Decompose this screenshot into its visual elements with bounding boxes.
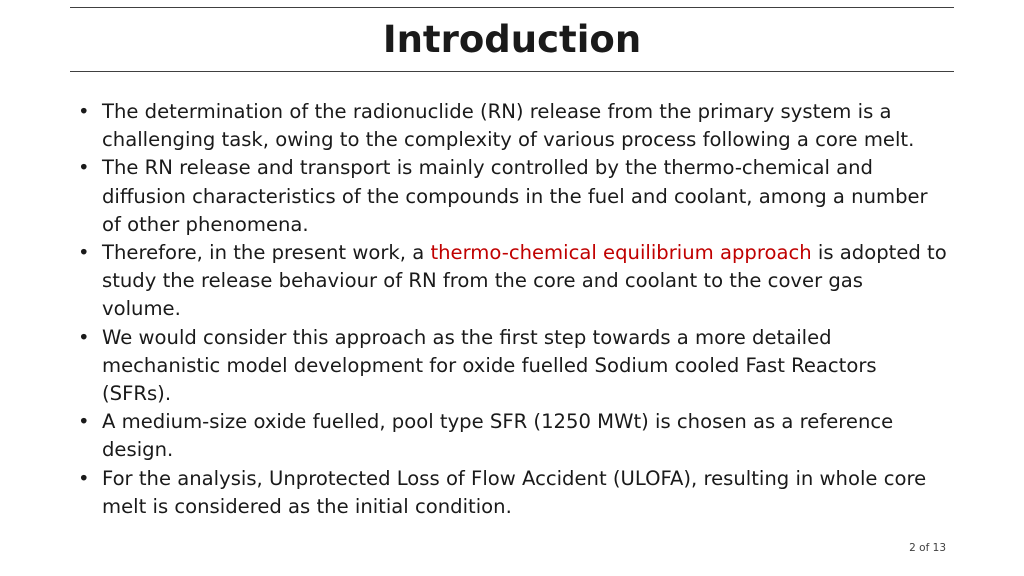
page-number: 2 of 13 [909, 542, 946, 554]
bullet-item [78, 408, 948, 464]
title-top-rule [70, 7, 954, 8]
bullet-text: For the analysis, Unprotected Loss of Flow Accident (ULOFA), resulting in whole core melt is considered as the initial condition. [102, 466, 927, 518]
bullet-item [78, 324, 948, 409]
bullet-item [78, 465, 948, 521]
bullet-dot-icon: • [78, 100, 90, 123]
bullet-list [78, 98, 948, 521]
bullet-text-after: is adopted to study the release behaviour of RN from the core and coolant to the cover gas volume. [102, 241, 947, 321]
bullet-item [78, 154, 948, 239]
bullet-dot-icon: • [78, 466, 90, 490]
bullet-dot-icon: • [78, 241, 90, 265]
bullet-text: The determination of the radionuclide (RN) release from the primary system is a challenging task, owing to the complexity of various process following a core melt. [102, 100, 915, 152]
slide-title: Introduction [382, 18, 642, 61]
bullet-dot-icon: • [78, 156, 90, 180]
bullet-item [78, 98, 948, 154]
bullet-text: The RN release and transport is mainly controlled by the thermo-chemical and diffusion characteristics of the compounds in the fuel and coolant, among a number of other phenomena. [102, 156, 928, 236]
bullet-text: We would consider this approach as the first step towards a more detailed mechanistic model development for oxide fuelled Sodium cooled Fast Reactors (SFRs). [102, 325, 877, 406]
highlighted-phrase: thermo-chemical equilibrium approach [430, 241, 812, 265]
bullet-text: A medium-size oxide fuelled, pool type SFR (1250 MWt) is chosen as a reference design. [102, 410, 894, 462]
bullet-dot-icon: • [78, 325, 90, 349]
bullet-dot-icon: • [78, 410, 90, 434]
title-bottom-rule [70, 71, 954, 72]
bullet-text-before: Therefore, in the present work, a [102, 241, 431, 265]
bullet-item [78, 239, 948, 324]
